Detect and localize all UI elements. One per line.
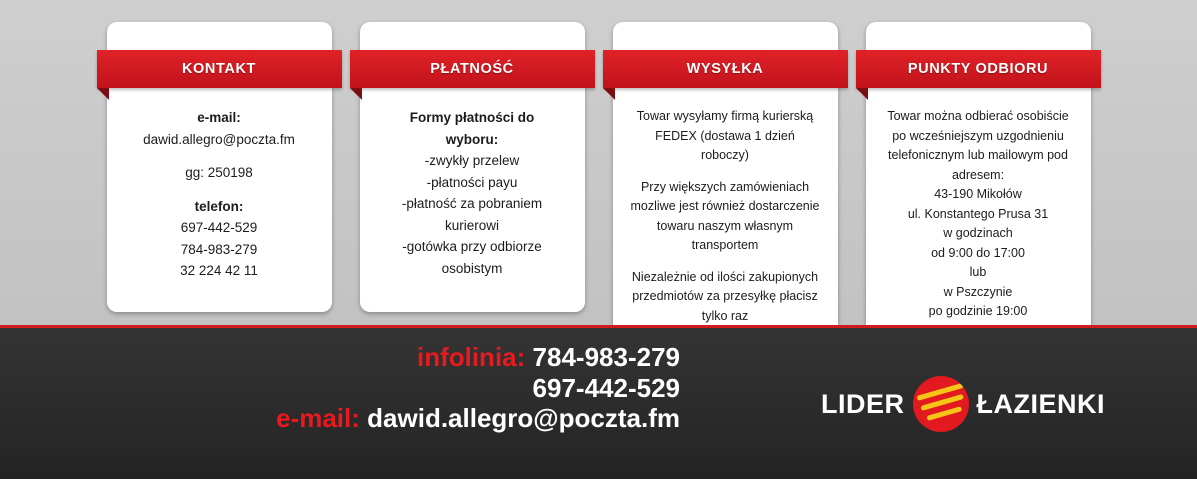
footer-bar bbox=[0, 325, 1197, 479]
card-line: telefonicznym lub mailowym pod bbox=[888, 148, 1068, 162]
logo-word-right: ŁAZIENKI bbox=[976, 388, 1105, 419]
card-line: w godzinach bbox=[943, 226, 1013, 240]
footer-infolinia-line bbox=[120, 342, 680, 373]
card-line: osobistym bbox=[441, 260, 503, 276]
card-line: 697-442-529 bbox=[180, 220, 258, 236]
card-line: FEDEX (dostawa 1 dzień bbox=[655, 128, 795, 143]
logo-circle-icon bbox=[913, 376, 969, 432]
ribbon-fold-icon bbox=[856, 88, 868, 100]
card-line: 43-190 Mikołów bbox=[934, 187, 1022, 201]
email-value: dawid.allegro@poczta.fm bbox=[367, 403, 680, 434]
card-line: transportem bbox=[691, 238, 759, 252]
card-body bbox=[625, 100, 826, 325]
company-logo bbox=[821, 376, 1105, 432]
ribbon-fold-icon bbox=[603, 88, 615, 100]
card-line: Przy większych zamówieniach bbox=[640, 179, 810, 194]
card-line: -płatność za pobraniem bbox=[401, 196, 543, 212]
card-line: 32 224 42 11 bbox=[180, 263, 258, 279]
card-ribbon-wrapper bbox=[603, 50, 848, 90]
email-label: e-mail: bbox=[276, 403, 360, 434]
info-card-platnosc bbox=[360, 22, 585, 312]
card-title-ribbon bbox=[350, 50, 595, 88]
card-line: telefon: bbox=[194, 198, 244, 214]
ribbon-fold-icon bbox=[350, 88, 362, 100]
card-line: -płatności payu bbox=[426, 174, 518, 190]
infolinia-phone-primary: 784-983-279 bbox=[532, 342, 680, 372]
card-line: wyboru: bbox=[445, 131, 499, 147]
card-title: PŁATNOŚĆ bbox=[430, 61, 514, 77]
card-title-ribbon bbox=[97, 50, 342, 88]
card-line: mozliwe jest również dostarczenie bbox=[630, 199, 820, 213]
line-spacer bbox=[625, 167, 826, 179]
line-spacer bbox=[119, 185, 320, 197]
card-line: ul. Konstantego Prusa 31 bbox=[907, 206, 1049, 221]
info-card-wysylka bbox=[613, 22, 838, 341]
card-line: 784-983-279 bbox=[180, 241, 258, 257]
footer-contact-block bbox=[120, 342, 680, 434]
line-spacer bbox=[625, 257, 826, 269]
card-line: lub bbox=[969, 265, 987, 279]
card-title: KONTAKT bbox=[181, 61, 256, 77]
info-card-kontakt bbox=[107, 22, 332, 312]
card-line: -zwykły przelew bbox=[424, 153, 520, 169]
card-title: PUNKTY ODBIORU bbox=[907, 61, 1049, 77]
card-line: Towar można odbierać osobiście bbox=[887, 109, 1069, 123]
card-line: -gotówka przy odbiorze bbox=[402, 239, 542, 255]
card-line: towaru naszym własnym bbox=[656, 218, 794, 233]
card-line: Niezależnie od ilości zakupionych bbox=[631, 269, 819, 284]
infolinia-phone-secondary: 697-442-529 bbox=[532, 372, 680, 403]
card-line: roboczy) bbox=[701, 148, 749, 162]
card-title-ribbon bbox=[856, 50, 1101, 88]
card-line: po godzinie 19:00 bbox=[928, 304, 1028, 318]
infolinia-label: infolinia: bbox=[416, 342, 526, 372]
card-ribbon-wrapper bbox=[856, 50, 1101, 90]
card-body bbox=[119, 100, 320, 281]
info-card-punkty-odbioru bbox=[866, 22, 1091, 337]
card-line: Formy płatności do bbox=[409, 110, 535, 125]
logo-stripe-icon bbox=[926, 406, 962, 421]
ribbon-fold-icon bbox=[97, 88, 109, 100]
card-body bbox=[372, 100, 573, 279]
line-spacer bbox=[119, 151, 320, 163]
card-line: adresem: bbox=[951, 167, 1005, 182]
logo-word-left: LIDER bbox=[821, 388, 905, 419]
card-line: po wcześniejszym uzgodnieniu bbox=[892, 128, 1064, 143]
card-title: WYSYŁKA bbox=[686, 61, 764, 77]
card-line: e-mail: bbox=[197, 110, 241, 125]
card-line: kurierowi bbox=[444, 217, 499, 233]
card-line: przedmiotów za przesyłkę płacisz bbox=[632, 289, 818, 303]
card-ribbon-wrapper bbox=[350, 50, 595, 90]
card-line: w Pszczynie bbox=[943, 284, 1013, 299]
card-line: Towar wysyłamy firmą kurierską bbox=[636, 109, 814, 123]
card-ribbon-wrapper bbox=[97, 50, 342, 90]
card-line: tylko raz bbox=[701, 308, 749, 323]
card-line: dawid.allegro@poczta.fm bbox=[143, 131, 295, 147]
footer-phone-secondary-line bbox=[120, 373, 680, 404]
footer-email-line bbox=[120, 403, 680, 434]
card-line: od 9:00 do 17:00 bbox=[931, 245, 1025, 260]
card-line: gg: 250198 bbox=[185, 165, 253, 181]
card-body bbox=[878, 100, 1079, 321]
card-title-ribbon bbox=[603, 50, 848, 88]
